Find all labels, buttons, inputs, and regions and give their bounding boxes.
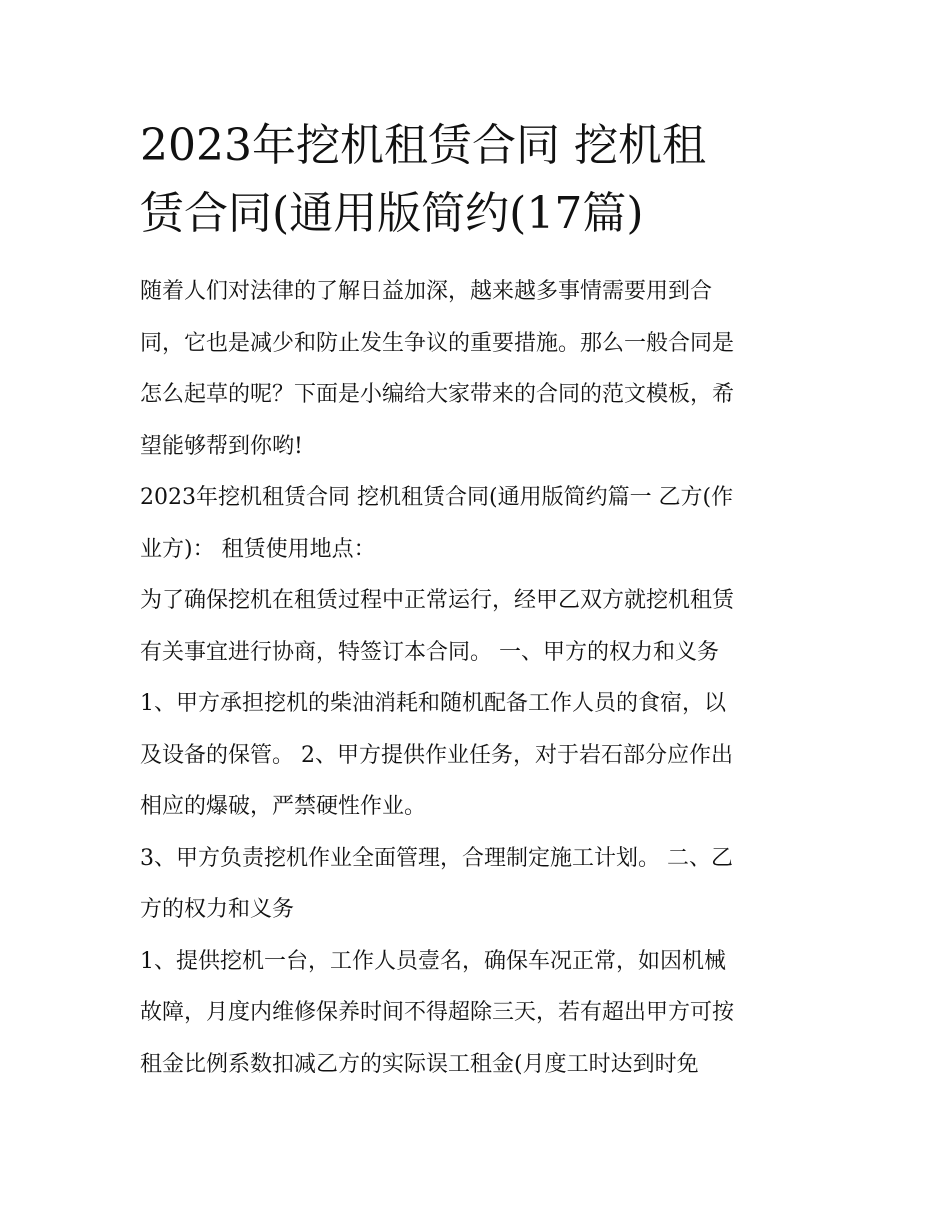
body-line: 怎么起草的呢？下面是小编给大家带来的合同的范文模板，希: [140, 382, 735, 407]
document-page: [140, 112, 815, 1090]
body-line: 2023年挖机租赁合同 挖机租赁合同(通用版简约篇一 乙方(作: [140, 485, 734, 510]
body-line: 随着人们对法律的了解日益加深，越来越多事情需要用到合: [140, 279, 713, 304]
body-line: 有关事宜进行协商，特签订本合同。 一、甲方的权力和义务: [140, 639, 719, 665]
document-title: [140, 112, 815, 248]
body-line: 1、甲方承担挖机的柴油消耗和随机配备工作人员的食宿，以: [140, 691, 726, 716]
body-line: 租金比例系数扣减乙方的实际误工租金(月度工时达到时免: [140, 1051, 699, 1077]
title-line: 赁合同(通用版简约(17篇): [140, 188, 644, 239]
body-line: 3、甲方负责挖机作业全面管理，合理制定施工计划。 二、乙: [140, 845, 733, 871]
body-line: 同，它也是减少和防止发生争议的重要措施。那么一般合同是: [140, 330, 735, 356]
body-line: 望能够帮到你哟!: [140, 433, 303, 459]
body-line: 1、提供挖机一台，工作人员壹名，确保车况正常，如因机械: [140, 948, 726, 974]
title-line: 2023年挖机租赁合同 挖机租: [140, 120, 706, 171]
body-line: 方的权力和义务: [140, 897, 295, 922]
body-line: 为了确保挖机在租赁过程中正常运行，经甲乙双方就挖机租赁: [140, 588, 735, 613]
body-line: 故障，月度内维修保养时间不得超除三天，若有超出甲方可按: [140, 1000, 735, 1025]
body-line: 及设备的保管。 2、甲方提供作业任务，对于岩石部分应作出: [140, 742, 733, 768]
body-line: 相应的爆破，严禁硬性作业。: [140, 794, 427, 819]
body-line: 业方)： 租赁使用地点：: [140, 536, 376, 562]
document-body: [140, 266, 815, 1090]
